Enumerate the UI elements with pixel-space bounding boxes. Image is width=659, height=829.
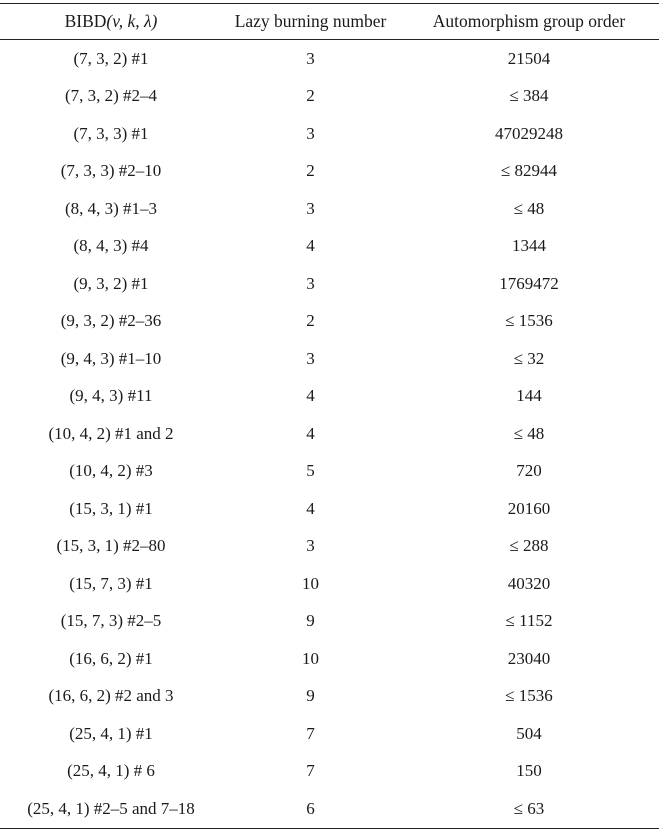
bibd-params: (7, 3, 2) — [73, 48, 128, 68]
design-label: #1 — [131, 273, 149, 293]
automorphism-order-cell: ≤ 48 — [513, 423, 545, 443]
bibd-params: (16, 6, 2) — [69, 648, 132, 668]
table-row — [0, 265, 659, 303]
table-row — [0, 40, 659, 78]
bibd-params: (25, 4, 1) — [27, 798, 90, 818]
bibd-params: (9, 4, 3) — [69, 386, 124, 406]
bibd-params: (25, 4, 1) — [69, 723, 132, 743]
table-row — [0, 115, 659, 153]
bibd-design-cell — [0, 415, 222, 453]
lazy-burning-number-cell: 9 — [306, 611, 315, 631]
table-row — [0, 378, 659, 416]
lazy-burning-number-cell: 3 — [306, 198, 315, 218]
automorphism-order-cell: ≤ 82944 — [500, 161, 558, 181]
design-label: #2 and 3 — [115, 686, 174, 706]
bibd-design-cell — [0, 190, 222, 228]
table-row — [0, 153, 659, 191]
automorphism-order-cell: 40320 — [507, 573, 551, 593]
design-label: #4 — [131, 236, 149, 256]
bibd-design-cell — [0, 603, 222, 641]
lazy-burning-number-cell: 3 — [306, 348, 315, 368]
lazy-burning-number-cell: 10 — [302, 573, 319, 593]
bibd-design-cell — [0, 640, 222, 678]
bibd-design-cell — [0, 228, 222, 266]
automorphism-order-cell: 720 — [516, 461, 542, 481]
automorphism-order-cell: 23040 — [507, 648, 551, 668]
bibd-design-cell — [0, 453, 222, 491]
lazy-burning-number-cell: 10 — [302, 648, 319, 668]
design-label: #11 — [127, 386, 153, 406]
bibd-design-cell — [0, 78, 222, 116]
bibd-design-cell — [0, 40, 222, 78]
design-label: #1 — [131, 123, 149, 143]
automorphism-order-cell: ≤ 1536 — [505, 686, 553, 706]
design-label: #1 — [135, 573, 153, 593]
table-row — [0, 340, 659, 378]
header-row — [0, 4, 659, 40]
bibd-design-cell — [0, 378, 222, 416]
bibd-design-cell — [0, 678, 222, 716]
design-label: #2–80 — [123, 536, 166, 556]
automorphism-order-cell: 144 — [516, 386, 542, 406]
table-row — [0, 678, 659, 716]
lazy-burning-number-cell: 4 — [306, 236, 315, 256]
lazy-burning-number-cell: 4 — [306, 423, 315, 443]
bibd-table — [0, 3, 659, 829]
bibd-params: (9, 3, 2) — [73, 273, 128, 293]
lazy-burning-number-cell: 4 — [306, 386, 315, 406]
table-header — [0, 4, 659, 40]
lazy-burning-number-cell: 7 — [306, 761, 315, 781]
table-row — [0, 753, 659, 791]
design-label: #2–10 — [118, 161, 162, 181]
bibd-design-cell — [0, 115, 222, 153]
bibd-params: (15, 3, 1) — [69, 498, 132, 518]
design-label: #1 — [135, 723, 153, 743]
design-label: #1–3 — [123, 198, 158, 218]
bibd-params: (9, 3, 2) — [60, 311, 115, 331]
bibd-design-cell — [0, 528, 222, 566]
automorphism-order-cell: 1344 — [512, 236, 546, 256]
automorphism-order-cell: ≤ 48 — [513, 198, 545, 218]
automorphism-order-cell: 20160 — [507, 498, 551, 518]
automorphism-order-cell: 21504 — [507, 48, 551, 68]
table-row — [0, 565, 659, 603]
automorphism-order-cell: ≤ 1536 — [505, 311, 553, 331]
header-automorphism-group-order: Automorphism group order — [399, 4, 659, 40]
bibd-params: (15, 3, 1) — [56, 536, 119, 556]
design-label: #3 — [135, 461, 153, 481]
design-label: # 6 — [133, 761, 155, 781]
header-lazy-burning-number: Lazy burning number — [222, 4, 399, 40]
automorphism-order-cell: 150 — [516, 761, 542, 781]
bibd-params: (7, 3, 3) — [60, 161, 115, 181]
table-row — [0, 78, 659, 116]
design-label: #1 — [131, 48, 149, 68]
table-row — [0, 603, 659, 641]
table-body — [0, 40, 659, 829]
design-label: #1 and 2 — [115, 423, 174, 443]
bibd-params: (15, 7, 3) — [60, 611, 124, 631]
table-row — [0, 715, 659, 753]
table-row — [0, 228, 659, 266]
bibd-design-cell — [0, 753, 222, 791]
automorphism-order-cell: 504 — [516, 723, 542, 743]
lazy-burning-number-cell: 3 — [306, 273, 315, 293]
table-row — [0, 303, 659, 341]
table-row — [0, 453, 659, 491]
lazy-burning-number-cell: 2 — [306, 86, 315, 106]
bibd-design-cell — [0, 715, 222, 753]
header-bibd-parameters — [0, 4, 222, 40]
table-row — [0, 190, 659, 228]
design-label: #1–10 — [118, 348, 162, 368]
table-row — [0, 415, 659, 453]
table-row — [0, 640, 659, 678]
table-row — [0, 490, 659, 528]
lazy-burning-number-cell: 3 — [306, 123, 315, 143]
design-label: #1 — [135, 498, 153, 518]
bibd-design-cell — [0, 565, 222, 603]
lazy-burning-number-cell: 2 — [306, 161, 315, 181]
bibd-params: (25, 4, 1) — [67, 761, 130, 781]
lazy-burning-number-cell: 5 — [306, 461, 315, 481]
lazy-burning-number-cell: 3 — [306, 536, 315, 556]
lazy-burning-number-cell: 7 — [306, 723, 315, 743]
bibd-design-cell — [0, 340, 222, 378]
bibd-params: (7, 3, 3) — [73, 123, 128, 143]
table-row — [0, 790, 659, 828]
lazy-burning-number-cell: 2 — [306, 311, 315, 331]
bibd-params: (10, 4, 2) — [69, 461, 132, 481]
bibd-params: (8, 4, 3) — [64, 198, 119, 218]
design-label: #2–5 — [127, 611, 162, 631]
lazy-burning-number-cell: 3 — [306, 48, 315, 68]
automorphism-order-cell: 47029248 — [495, 123, 563, 143]
automorphism-order-cell: ≤ 63 — [513, 798, 545, 818]
design-label: #1 — [135, 648, 153, 668]
design-label: #2–5 and 7–18 — [93, 798, 195, 818]
bibd-params: (7, 3, 2) — [64, 86, 119, 106]
bibd-params: (9, 4, 3) — [60, 348, 115, 368]
automorphism-order-cell: ≤ 32 — [513, 348, 545, 368]
bibd-params: (15, 7, 3) — [69, 573, 132, 593]
bibd-params: (8, 4, 3) — [73, 236, 128, 256]
lazy-burning-number-cell: 6 — [306, 798, 315, 818]
lazy-burning-number-cell: 9 — [306, 686, 315, 706]
lazy-burning-number-cell: 4 — [306, 498, 315, 518]
automorphism-order-cell: ≤ 288 — [509, 536, 549, 556]
header-bibd-params: (v, k, λ) — [106, 11, 158, 31]
automorphism-order-cell: 1769472 — [499, 273, 559, 293]
automorphism-order-cell: ≤ 1152 — [505, 611, 553, 631]
bibd-design-cell — [0, 490, 222, 528]
table-row — [0, 528, 659, 566]
bibd-design-cell — [0, 303, 222, 341]
automorphism-order-cell: ≤ 384 — [509, 86, 549, 106]
header-bibd-prefix: BIBD — [64, 11, 107, 31]
design-label: #2–4 — [123, 86, 158, 106]
bibd-params: (16, 6, 2) — [48, 686, 111, 706]
bibd-design-cell — [0, 790, 222, 828]
bibd-design-cell — [0, 153, 222, 191]
bibd-design-cell — [0, 265, 222, 303]
design-label: #2–36 — [118, 311, 162, 331]
bibd-params: (10, 4, 2) — [48, 423, 111, 443]
